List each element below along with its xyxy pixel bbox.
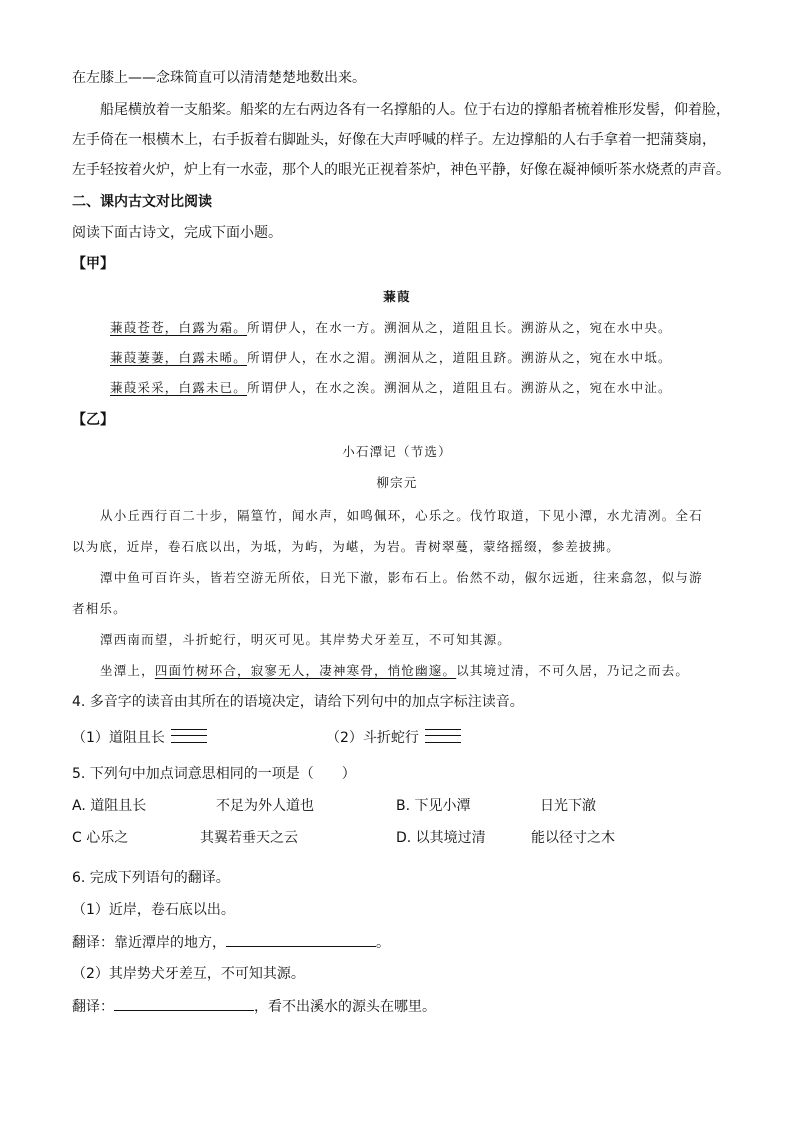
q5-option-d[interactable]: D. 以其境过清 [396, 830, 486, 846]
q4-answer-lines-1[interactable] [171, 729, 207, 743]
label-yi: 【乙】 [72, 412, 114, 428]
q6-answer-blank-2[interactable] [114, 996, 254, 1011]
poem-stanza-1 [110, 318, 672, 338]
q5-option-b-pair: 日光下澈 [540, 798, 596, 814]
poem-stanza-1-underlined: 蒹葭苍苍，白露为霜。 [110, 320, 248, 335]
poem-stanza-2-rest: 所谓伊人，在水之湄。溯洄从之，道阻且跻。溯游从之，宛在水中坻。 [247, 350, 672, 365]
q6-translation-2-post: ，看不出溪水的源头在哪里。 [254, 999, 436, 1015]
prose-para-1a: 从小丘西行百二十步，隔篁竹，闻水声，如鸣佩环，心乐之。伐竹取道，下见小潭，水尤清冽。全石 [100, 508, 703, 523]
poem-stanza-3 [110, 378, 672, 398]
prose-para-4-post: 以其境过清，不可久居，乃记之而去。 [456, 663, 690, 678]
poem-stanza-1-rest: 所谓伊人，在水一方。溯洄从之，道阻且长。溯游从之，宛在水中央。 [247, 320, 672, 335]
prose-author: 柳宗元 [376, 475, 418, 490]
q6-answer-blank-1[interactable] [226, 932, 376, 947]
q5-option-c[interactable]: C 心乐之 [72, 830, 129, 846]
q4-item-2 [326, 728, 461, 748]
section-instruction: 阅读下面古诗文，完成下面小题。 [72, 225, 282, 241]
poem-stanza-2-underlined: 蒹葭萋萋，白露未晞。 [110, 350, 248, 365]
q6-stem: 6. 完成下列语句的翻译。 [72, 870, 230, 886]
q6-translation-2-pre: 翻译： [72, 999, 114, 1015]
q6-translation-1 [72, 932, 390, 953]
q5-option-b[interactable]: B. 下见小潭 [396, 798, 471, 814]
prose-para-1b: 以为底，近岸，卷石底以出，为坻，为屿，为嵁，为岩。青树翠蔓，蒙络摇缀，参差披拂。 [72, 539, 621, 554]
label-jia: 【甲】 [72, 256, 114, 272]
q5-option-d-pair: 能以径寸之木 [531, 830, 615, 846]
q4-item-2-text: （2）斗折蛇行 [326, 730, 419, 746]
section-heading: 二、课内古文对比阅读 [72, 194, 212, 210]
prose-para-2b: 者相乐。 [72, 601, 127, 616]
q6-sentence-1: （1）近岸，卷石底以出。 [72, 902, 235, 918]
q5-option-a-pair: 不足为外人道也 [216, 798, 314, 814]
passage-line-1: 在左膝上——念珠简直可以清清楚楚地数出来。 [72, 70, 366, 86]
prose-title: 小石潭记（节选） [342, 444, 452, 459]
poem-stanza-3-underlined: 蒹葭采采，白露未已。 [110, 380, 248, 395]
q5-stem: 5. 下列句中加点词意思相同的一项是（ ） [72, 766, 356, 782]
poem-stanza-3-rest: 所谓伊人，在水之涘。溯洄从之，道阻且右。溯游从之，宛在水中沚。 [247, 380, 672, 395]
q4-item-1-text: （1）道阻且长 [72, 730, 165, 746]
poem-title: 蒹葭 [383, 289, 411, 304]
passage-line-2: 船尾横放着一支船桨。船桨的左右两边各有一名撑船的人。位于右边的撑船者梳着椎形发髻，仰着脸， [100, 102, 730, 118]
prose-para-3: 潭西南而望，斗折蛇行，明灭可见。其岸势犬牙差互，不可知其源。 [100, 632, 512, 647]
passage-line-4: 左手轻按着火炉，炉上有一水壶，那个人的眼光正视着茶炉，神色平静，好像在凝神倾听茶水烧煮的声音。 [72, 162, 730, 178]
prose-para-2a: 潭中鱼可百许头，皆若空游无所依，日光下澈，影布石上。佁然不动，俶尔远逝，往来翕忽，似与游 [100, 570, 703, 585]
q5-option-a[interactable]: A. 道阻且长 [72, 798, 147, 814]
prose-para-4 [100, 661, 689, 681]
prose-para-4-pre: 坐潭上， [100, 663, 155, 678]
q4-item-1 [72, 728, 207, 748]
q6-sentence-2: （2）其岸势犬牙差互，不可知其源。 [72, 966, 305, 982]
q6-translation-1-pre: 翻译：靠近潭岸的地方， [72, 935, 226, 951]
poem-stanza-2 [110, 348, 672, 368]
q4-stem: 4. 多音字的读音由其所在的语境决定，请给下列句中的加点字标注读音。 [72, 694, 524, 710]
q5-option-c-pair: 其翼若垂天之云 [200, 830, 298, 846]
prose-para-4-underlined: 四面竹树环合，寂寥无人，凄神寒骨，悄怆幽邃。 [154, 663, 457, 678]
passage-line-3: 左手倚在一根横木上，右手扳着右脚趾头，好像在大声呼喊的样子。左边撑船的人右手拿着一把蒲葵扇， [72, 132, 716, 148]
q6-translation-1-post: 。 [376, 935, 390, 951]
q6-translation-2 [72, 996, 436, 1017]
q4-answer-lines-2[interactable] [425, 729, 461, 743]
